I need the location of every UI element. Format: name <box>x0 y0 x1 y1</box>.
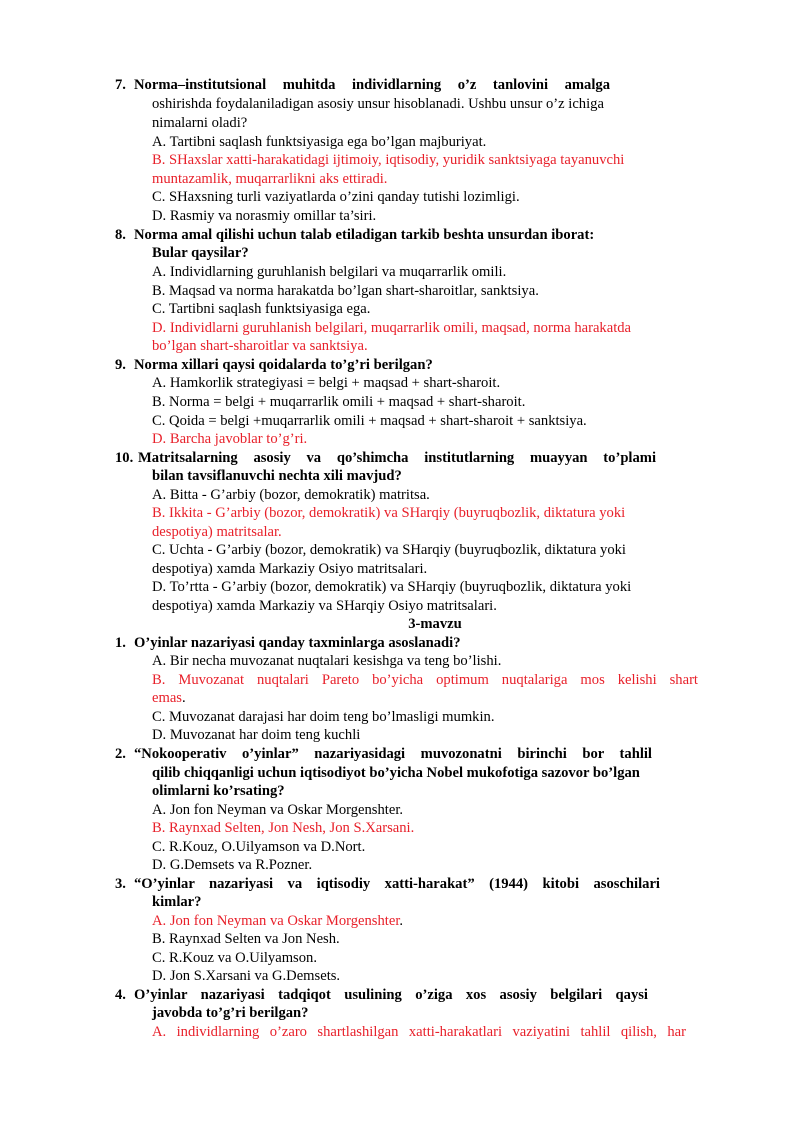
option-text: D. Muvozanat har doim teng kuchli <box>152 727 361 743</box>
option-b-correct-cont <box>0 523 800 541</box>
question-text: Norma amal qilishi uchun talab etiladigan tarkib beshta unsurdan iborat: <box>134 227 595 243</box>
question-7-title <box>0 76 800 94</box>
option-text: B. Maqsad va norma harakatda bo’lgan shart-sharoitlar, sanktsiya. <box>152 283 539 299</box>
question-9-title <box>0 356 800 374</box>
option-d <box>0 856 800 874</box>
question-number: 8. <box>115 227 126 243</box>
option-text: A. Individlarning guruhlanish belgilari va muqarrarlik omili. <box>152 264 507 280</box>
question-2-title-cont <box>0 782 800 800</box>
option-d <box>0 726 800 744</box>
option-text: emas <box>152 690 182 706</box>
option-d <box>0 207 800 225</box>
option-text: C. Uchta - G’arbiy (bozor, demokratik) va SHarqiy (buyruqbozlik, diktatura yoki <box>152 542 626 558</box>
question-2-title <box>0 745 800 763</box>
question-text: O’yinlar nazariyasi tadqiqot usulining o’ziga xos asosiy belgilari qaysi <box>134 987 648 1003</box>
question-text: Norma–institutsional muhitda individlarning o’z tanlovini amalga <box>134 77 610 93</box>
question-7-body-line <box>0 95 800 113</box>
option-c <box>0 949 800 967</box>
option-text: despotiya) xamda Markaziy va SHarqiy Osiyo matritsalari. <box>152 598 497 614</box>
question-number: 2. <box>115 746 126 762</box>
question-8-title-cont <box>0 244 800 262</box>
option-text: C. R.Kouz va O.Uilyamson. <box>152 950 317 966</box>
question-1-title <box>0 634 800 652</box>
option-d-correct <box>0 319 800 337</box>
option-text: A. Hamkorlik strategiyasi = belgi + maqsad + shart-sharoit. <box>152 375 501 391</box>
option-text: A. Jon fon Neyman va Oskar Morgenshter <box>152 913 400 929</box>
option-a <box>0 486 800 504</box>
question-3-title <box>0 875 800 893</box>
option-text: C. Muvozanat darajasi har doim teng bo’lmasligi mumkin. <box>152 709 495 725</box>
option-text: A. Bir necha muvozanat nuqtalari kesishga va teng bo’lishi. <box>152 653 502 669</box>
question-text: olimlarni ko’rsating? <box>152 783 285 799</box>
punctuation: . <box>182 690 186 706</box>
question-number: 9. <box>115 357 126 373</box>
section-heading: 3-mavzu <box>408 616 462 632</box>
question-10-title <box>0 449 800 467</box>
question-text: Matritsalarning asosiy va qo’shimcha institutlarning muayyan to’plami <box>138 450 656 466</box>
question-text: “O’yinlar nazariyasi va iqtisodiy xatti-harakat” (1944) kitobi asoschilari <box>134 876 660 892</box>
question-text: javobda to’g’ri berilgan? <box>152 1005 309 1021</box>
question-text: O’yinlar nazariyasi qanday taxminlarga asoslanadi? <box>134 635 461 651</box>
option-a-correct <box>0 1023 800 1041</box>
option-a-correct <box>0 912 800 930</box>
option-text: D. G.Demsets va R.Pozner. <box>152 857 313 873</box>
option-b-correct <box>0 504 800 522</box>
option-text: despotiya) matritsalar. <box>152 524 282 540</box>
question-number: 10. <box>115 450 134 466</box>
question-number: 4. <box>115 987 126 1003</box>
option-c-cont <box>0 560 800 578</box>
question-number: 3. <box>115 876 126 892</box>
option-b-correct <box>0 151 800 169</box>
question-7-body-line <box>0 114 800 132</box>
option-text: D. Jon S.Xarsani va G.Demsets. <box>152 968 341 984</box>
option-b <box>0 930 800 948</box>
option-a <box>0 652 800 670</box>
option-c <box>0 188 800 206</box>
question-8-title <box>0 226 800 244</box>
question-text: bilan tavsiflanuvchi nechta xili mavjud? <box>152 468 402 484</box>
option-text: A. Jon fon Neyman va Oskar Morgenshter. <box>152 802 404 818</box>
option-text: B. Raynxad Selten, Jon Nesh, Jon S.Xarsani. <box>152 820 415 836</box>
option-text: C. Tartibni saqlash funktsiyasiga ega. <box>152 301 371 317</box>
option-text: C. R.Kouz, O.Uilyamson va D.Nort. <box>152 839 366 855</box>
option-c <box>0 838 800 856</box>
question-4-title-cont <box>0 1004 800 1022</box>
option-text: B. Raynxad Selten va Jon Nesh. <box>152 931 340 947</box>
option-b <box>0 393 800 411</box>
question-number: 7. <box>115 77 126 93</box>
question-text: kimlar? <box>152 894 202 910</box>
question-text: “Nokooperativ o’yinlar” nazariyasidagi muvozonatni birinchi bor tahlil <box>134 746 652 762</box>
option-text: D. Rasmiy va norasmiy omillar ta’siri. <box>152 208 377 224</box>
question-text: oshirishda foydalaniladigan asosiy unsur hisoblanadi. Ushbu unsur o’z ichiga <box>152 96 604 112</box>
option-d-correct <box>0 430 800 448</box>
option-b-correct <box>0 671 800 689</box>
option-text: A. individlarning o’zaro shartlashilgan xatti-harakatlari vaziyatini tahlil qilish, har <box>152 1024 686 1040</box>
option-text: C. Qoida = belgi +muqarrarlik omili + maqsad + shart-sharoit + sanktsiya. <box>152 413 587 429</box>
option-c <box>0 708 800 726</box>
option-a <box>0 801 800 819</box>
option-c <box>0 412 800 430</box>
option-text: B. Muvozanat nuqtalari Pareto bo’yicha optimum nuqtalariga mos kelishi shart <box>152 672 698 688</box>
option-c <box>0 541 800 559</box>
option-b <box>0 282 800 300</box>
question-3-title-cont <box>0 893 800 911</box>
question-text: nimalarni oladi? <box>152 115 248 131</box>
question-text: Bular qaysilar? <box>152 245 249 261</box>
option-text: D. Individlarni guruhlanish belgilari, muqarrarlik omili, maqsad, norma harakatda <box>152 320 632 336</box>
option-text: B. SHaxslar xatti-harakatidagi ijtimoiy, iqtisodiy, yuridik sanktsiyaga tayanuvchi <box>152 152 625 168</box>
option-d-cont <box>0 597 800 615</box>
option-text: bo’lgan shart-sharoitlar va sanktsiya. <box>152 338 368 354</box>
question-number: 1. <box>115 635 126 651</box>
option-text: A. Tartibni saqlash funktsiyasiga ega bo’lgan majburiyat. <box>152 134 487 150</box>
question-10-title-cont <box>0 467 800 485</box>
option-text: D. Barcha javoblar to’g’ri. <box>152 431 308 447</box>
option-b-correct <box>0 819 800 837</box>
option-text: B. Ikkita - G’arbiy (bozor, demokratik) va SHarqiy (buyruqbozlik, diktatura yoki <box>152 505 626 521</box>
punctuation: . <box>399 913 404 929</box>
option-a <box>0 263 800 281</box>
option-text: C. SHaxsning turli vaziyatlarda o’zini qanday tutishi lozimligi. <box>152 189 520 205</box>
option-b-correct-cont <box>0 689 800 707</box>
question-2-title-cont <box>0 764 800 782</box>
option-text: A. Bitta - G’arbiy (bozor, demokratik) matritsa. <box>152 487 430 503</box>
option-text: B. Norma = belgi + muqarrarlik omili + maqsad + shart-sharoit. <box>152 394 526 410</box>
option-b-correct-cont <box>0 170 800 188</box>
question-text: qilib chiqqanligi uchun iqtisodiyot bo’yicha Nobel mukofotiga sazovor bo’lgan <box>152 765 640 781</box>
option-d <box>0 967 800 985</box>
option-a <box>0 374 800 392</box>
option-c <box>0 300 800 318</box>
option-text: despotiya) xamda Markaziy Osiyo matritsalari. <box>152 561 428 577</box>
option-d <box>0 578 800 596</box>
option-d-correct-cont <box>0 337 800 355</box>
question-4-title <box>0 986 800 1004</box>
option-a <box>0 133 800 151</box>
question-text: Norma xillari qaysi qoidalarda to’g’ri berilgan? <box>134 357 433 373</box>
option-text: muntazamlik, muqarrarlikni aks ettiradi. <box>152 171 388 187</box>
option-text: D. To’rtta - G’arbiy (bozor, demokratik) va SHarqiy (buyruqbozlik, diktatura yoki <box>152 579 632 595</box>
